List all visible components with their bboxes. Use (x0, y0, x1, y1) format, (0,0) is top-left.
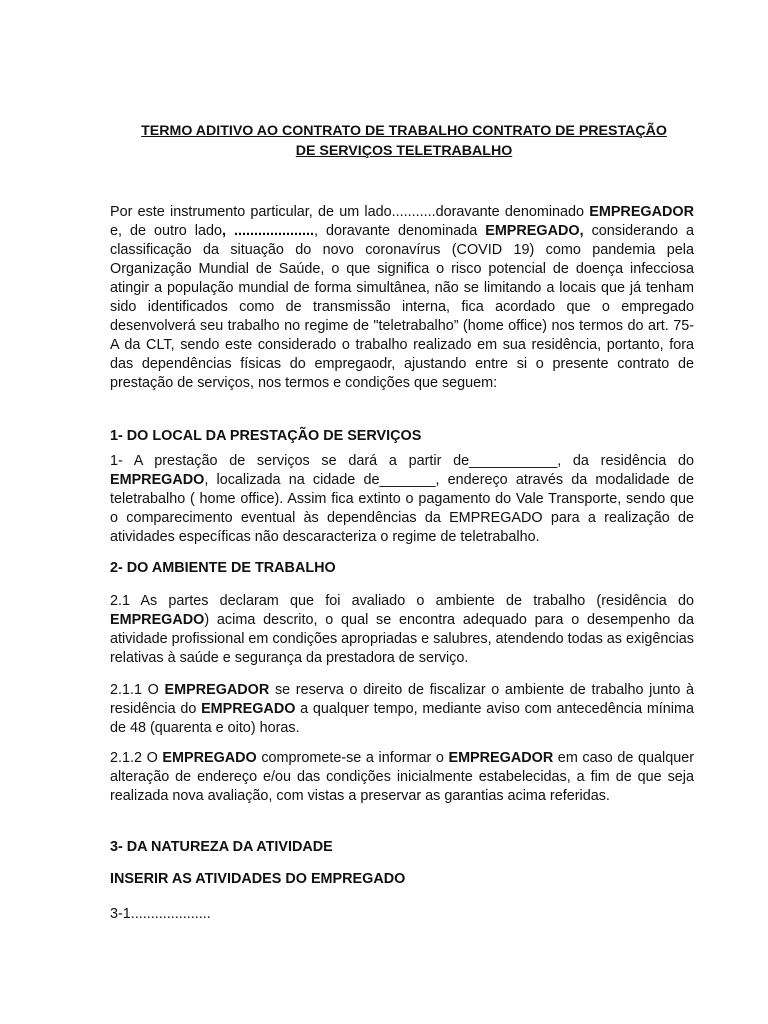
intro-bold-empregado: EMPREGADO, (485, 223, 584, 239)
s1-text-1: 1- A prestação de serviços se dará a partir de___________, da residência do (110, 453, 694, 469)
s1-bold-empregado: EMPREGADO (110, 472, 205, 488)
title-line-2: DE SERVIÇOS TELETRABALHO (295, 143, 513, 159)
s2-1-2-text-3: em caso de qualquer alteração de endereço e/ou das condições inicialmente estabelecidas, a fim de que seja realizada nova avaliação, com vistas a preservar as garantias acima referidas. (110, 750, 694, 804)
title-line-1: TERMO ADITIVO AO CONTRATO DE TRABALHO CONTRATO DE PRESTAÇÃO (141, 123, 667, 139)
section-3-subheading: INSERIR AS ATIVIDADES DO EMPREGADO (110, 871, 406, 887)
section-3-item: 3-1.................... (110, 906, 211, 922)
intro-bold-empregador: EMPREGADOR (589, 204, 694, 220)
intro-text-4: considerando a classificação da situação do novo coronavírus (COVID 19) como pandemia pela Organização Mundial de Saúde, o que significa o risco potencial de doença infecciosa atingir a população mundial de forma simultânea, não se limitando a locais que já tenham sido identificados como de transmissão interna, fica acordado que o empregado desenvolverá seu trabalho no regime de "teletrabalho” (home office) nos termos do art. 75-A da CLT, sendo este considerado o trabalho realizado em sua residência, portanto, fora das dependências físicas do empregaodr, ajustando entre si o presente contrato de prestação de serviços, nos termos e condições que seguem: (110, 223, 694, 391)
intro-bold-blank: , .................... (222, 223, 314, 239)
s2-1-text-2: ) acima descrito, o qual se encontra adequado para o desempenho da atividade profissional em condições apropriadas e salubres, atendendo todas as exigências relativas à saúde e segurança da prestadora de serviço. (110, 612, 694, 666)
s2-1-2-bold-empregado: EMPREGADO (162, 750, 257, 766)
section-2-1-2-paragraph (110, 749, 694, 806)
intro-paragraph (110, 203, 694, 393)
s2-1-bold-empregado: EMPREGADO (110, 612, 205, 628)
document-title (104, 121, 704, 161)
s2-1-1-text-1: 2.1.1 O (110, 682, 165, 698)
section-1-paragraph (110, 452, 694, 547)
s2-1-1-text-3: a qualquer tempo, mediante aviso com antecedência mínima de 48 (quarenta e oito) horas. (110, 701, 694, 736)
section-2-1-1-paragraph (110, 681, 694, 738)
intro-text-2: e, de outro lado (110, 223, 223, 239)
intro-text-1: Por este instrumento particular, de um lado...........doravante denominado (110, 204, 590, 220)
s2-1-1-bold-empregador: EMPREGADOR (164, 682, 270, 698)
section-2-1-paragraph (110, 592, 694, 668)
section-1-heading: 1- DO LOCAL DA PRESTAÇÃO DE SERVIÇOS (110, 428, 422, 444)
s1-text-2: , localizada na cidade de_______, endereço através da modalidade de teletrabalho ( home office). Assim fica extinto o pagamento do Vale Transporte, sendo que o comparecimento eventual às dependências da EMPREGADO para a realização de atividades específicas não descaracteriza o regime de teletrabalho. (110, 472, 694, 545)
s2-1-1-text-2: se reserva o direito de fiscalizar o ambiente de trabalho junto à residência do (110, 682, 695, 717)
s2-1-2-bold-empregador: EMPREGADOR (448, 750, 554, 766)
s2-1-1-bold-empregado: EMPREGADO (201, 701, 296, 717)
section-2-heading: 2- DO AMBIENTE DE TRABALHO (110, 560, 336, 576)
section-3-heading: 3- DA NATUREZA DA ATIVIDADE (110, 839, 333, 855)
intro-text-3: , doravante denominada (314, 223, 486, 239)
s2-1-2-text-1: 2.1.2 O (110, 750, 163, 766)
s2-1-text-1: 2.1 As partes declaram que foi avaliado o ambiente de trabalho (residência do (110, 593, 694, 609)
s2-1-2-text-2: compromete-se a informar o (256, 750, 449, 766)
